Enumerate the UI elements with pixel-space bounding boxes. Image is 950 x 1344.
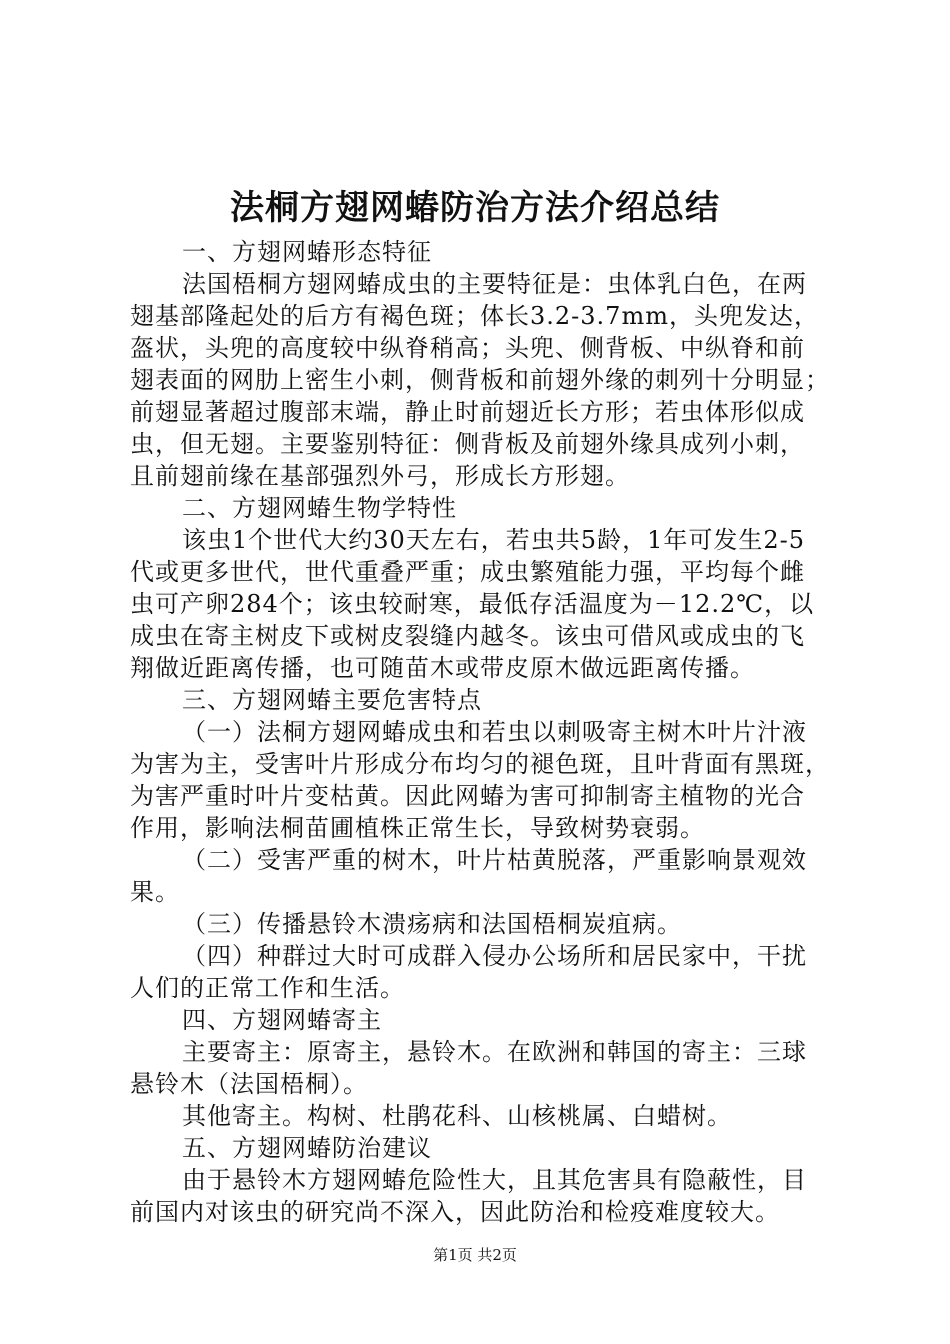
paragraph-line: 作用，影响法桐苗圃植株正常生长，导致树势衰弱。 (130, 814, 705, 842)
paragraph-line: 果。 (130, 878, 180, 906)
paragraph-line: 虫可产卵284个；该虫较耐寒，最低存活温度为－12.2℃，以 (130, 590, 815, 618)
section-heading-5: 五、方翅网蝽防治建议 (182, 1134, 432, 1162)
paragraph-line: 且前翅前缘在基部强烈外弓，形成长方形翅。 (130, 462, 630, 490)
paragraph-line: 为害为主，受害叶片形成分布均匀的褪色斑，且叶背面有黑斑， (130, 750, 830, 778)
paragraph-line: （三）传播悬铃木溃疡病和法国梧桐炭疽病。 (182, 910, 682, 938)
section-heading-3: 三、方翅网蝽主要危害特点 (182, 686, 482, 714)
section-heading-2: 二、方翅网蝽生物学特性 (182, 494, 457, 522)
paragraph-line: 人们的正常工作和生活。 (130, 974, 405, 1002)
section-heading-1: 一、方翅网蝽形态特征 (182, 238, 432, 266)
section-heading-4: 四、方翅网蝽寄主 (182, 1006, 382, 1034)
paragraph-line: 主要寄主：原寄主，悬铃木。在欧洲和韩国的寄主：三球 (182, 1038, 807, 1066)
paragraph-line: 翅表面的网肋上密生小刺，侧背板和前翅外缘的刺列十分明显； (130, 366, 830, 394)
paragraph-line: （一）法桐方翅网蝽成虫和若虫以刺吸寄主树木叶片汁液 (182, 718, 807, 746)
paragraph-line: 悬铃木（法国梧桐）。 (130, 1070, 368, 1098)
paragraph-line: 由于悬铃木方翅网蝽危险性大，且其危害具有隐蔽性，目 (182, 1166, 807, 1194)
page-number-footer: 第1页 共2页 (433, 1246, 517, 1264)
paragraph-line: （四）种群过大时可成群入侵办公场所和居民家中，干扰 (182, 942, 807, 970)
paragraph-line: 虫，但无翅。主要鉴别特征：侧背板及前翅外缘具成列小刺， (130, 430, 805, 458)
paragraph-line: 其他寄主。构树、杜鹃花科、山核桃属、白蜡树。 (182, 1102, 732, 1130)
paragraph-line: 代或更多世代，世代重叠严重；成虫繁殖能力强，平均每个雌 (130, 558, 805, 586)
paragraph-line: 该虫1个世代大约30天左右，若虫共5龄，1年可发生2-5 (182, 526, 805, 554)
paragraph-line: 盔状，头兜的高度较中纵脊稍高；头兜、侧背板、中纵脊和前 (130, 334, 805, 362)
paragraph-line: 前国内对该虫的研究尚不深入，因此防治和检疫难度较大。 (130, 1198, 780, 1226)
paragraph-line: （二）受害严重的树木，叶片枯黄脱落，严重影响景观效 (182, 846, 807, 874)
document-title: 法桐方翅网蝽防治方法介绍总结 (230, 188, 720, 228)
paragraph-line: 翔做近距离传播，也可随苗木或带皮原木做远距离传播。 (130, 654, 755, 682)
paragraph-line: 前翅显著超过腹部末端，静止时前翅近长方形；若虫体形似成 (130, 398, 805, 426)
paragraph-line: 为害严重时叶片变枯黄。因此网蝽为害可抑制寄主植物的光合 (130, 782, 805, 810)
paragraph-line: 法国梧桐方翅网蝽成虫的主要特征是：虫体乳白色，在两 (182, 270, 807, 298)
paragraph-line: 成虫在寄主树皮下或树皮裂缝内越冬。该虫可借风或成虫的飞 (130, 622, 805, 650)
paragraph-line: 翅基部隆起处的后方有褐色斑；体长3.2-3.7mm，头兜发达， (130, 302, 819, 330)
